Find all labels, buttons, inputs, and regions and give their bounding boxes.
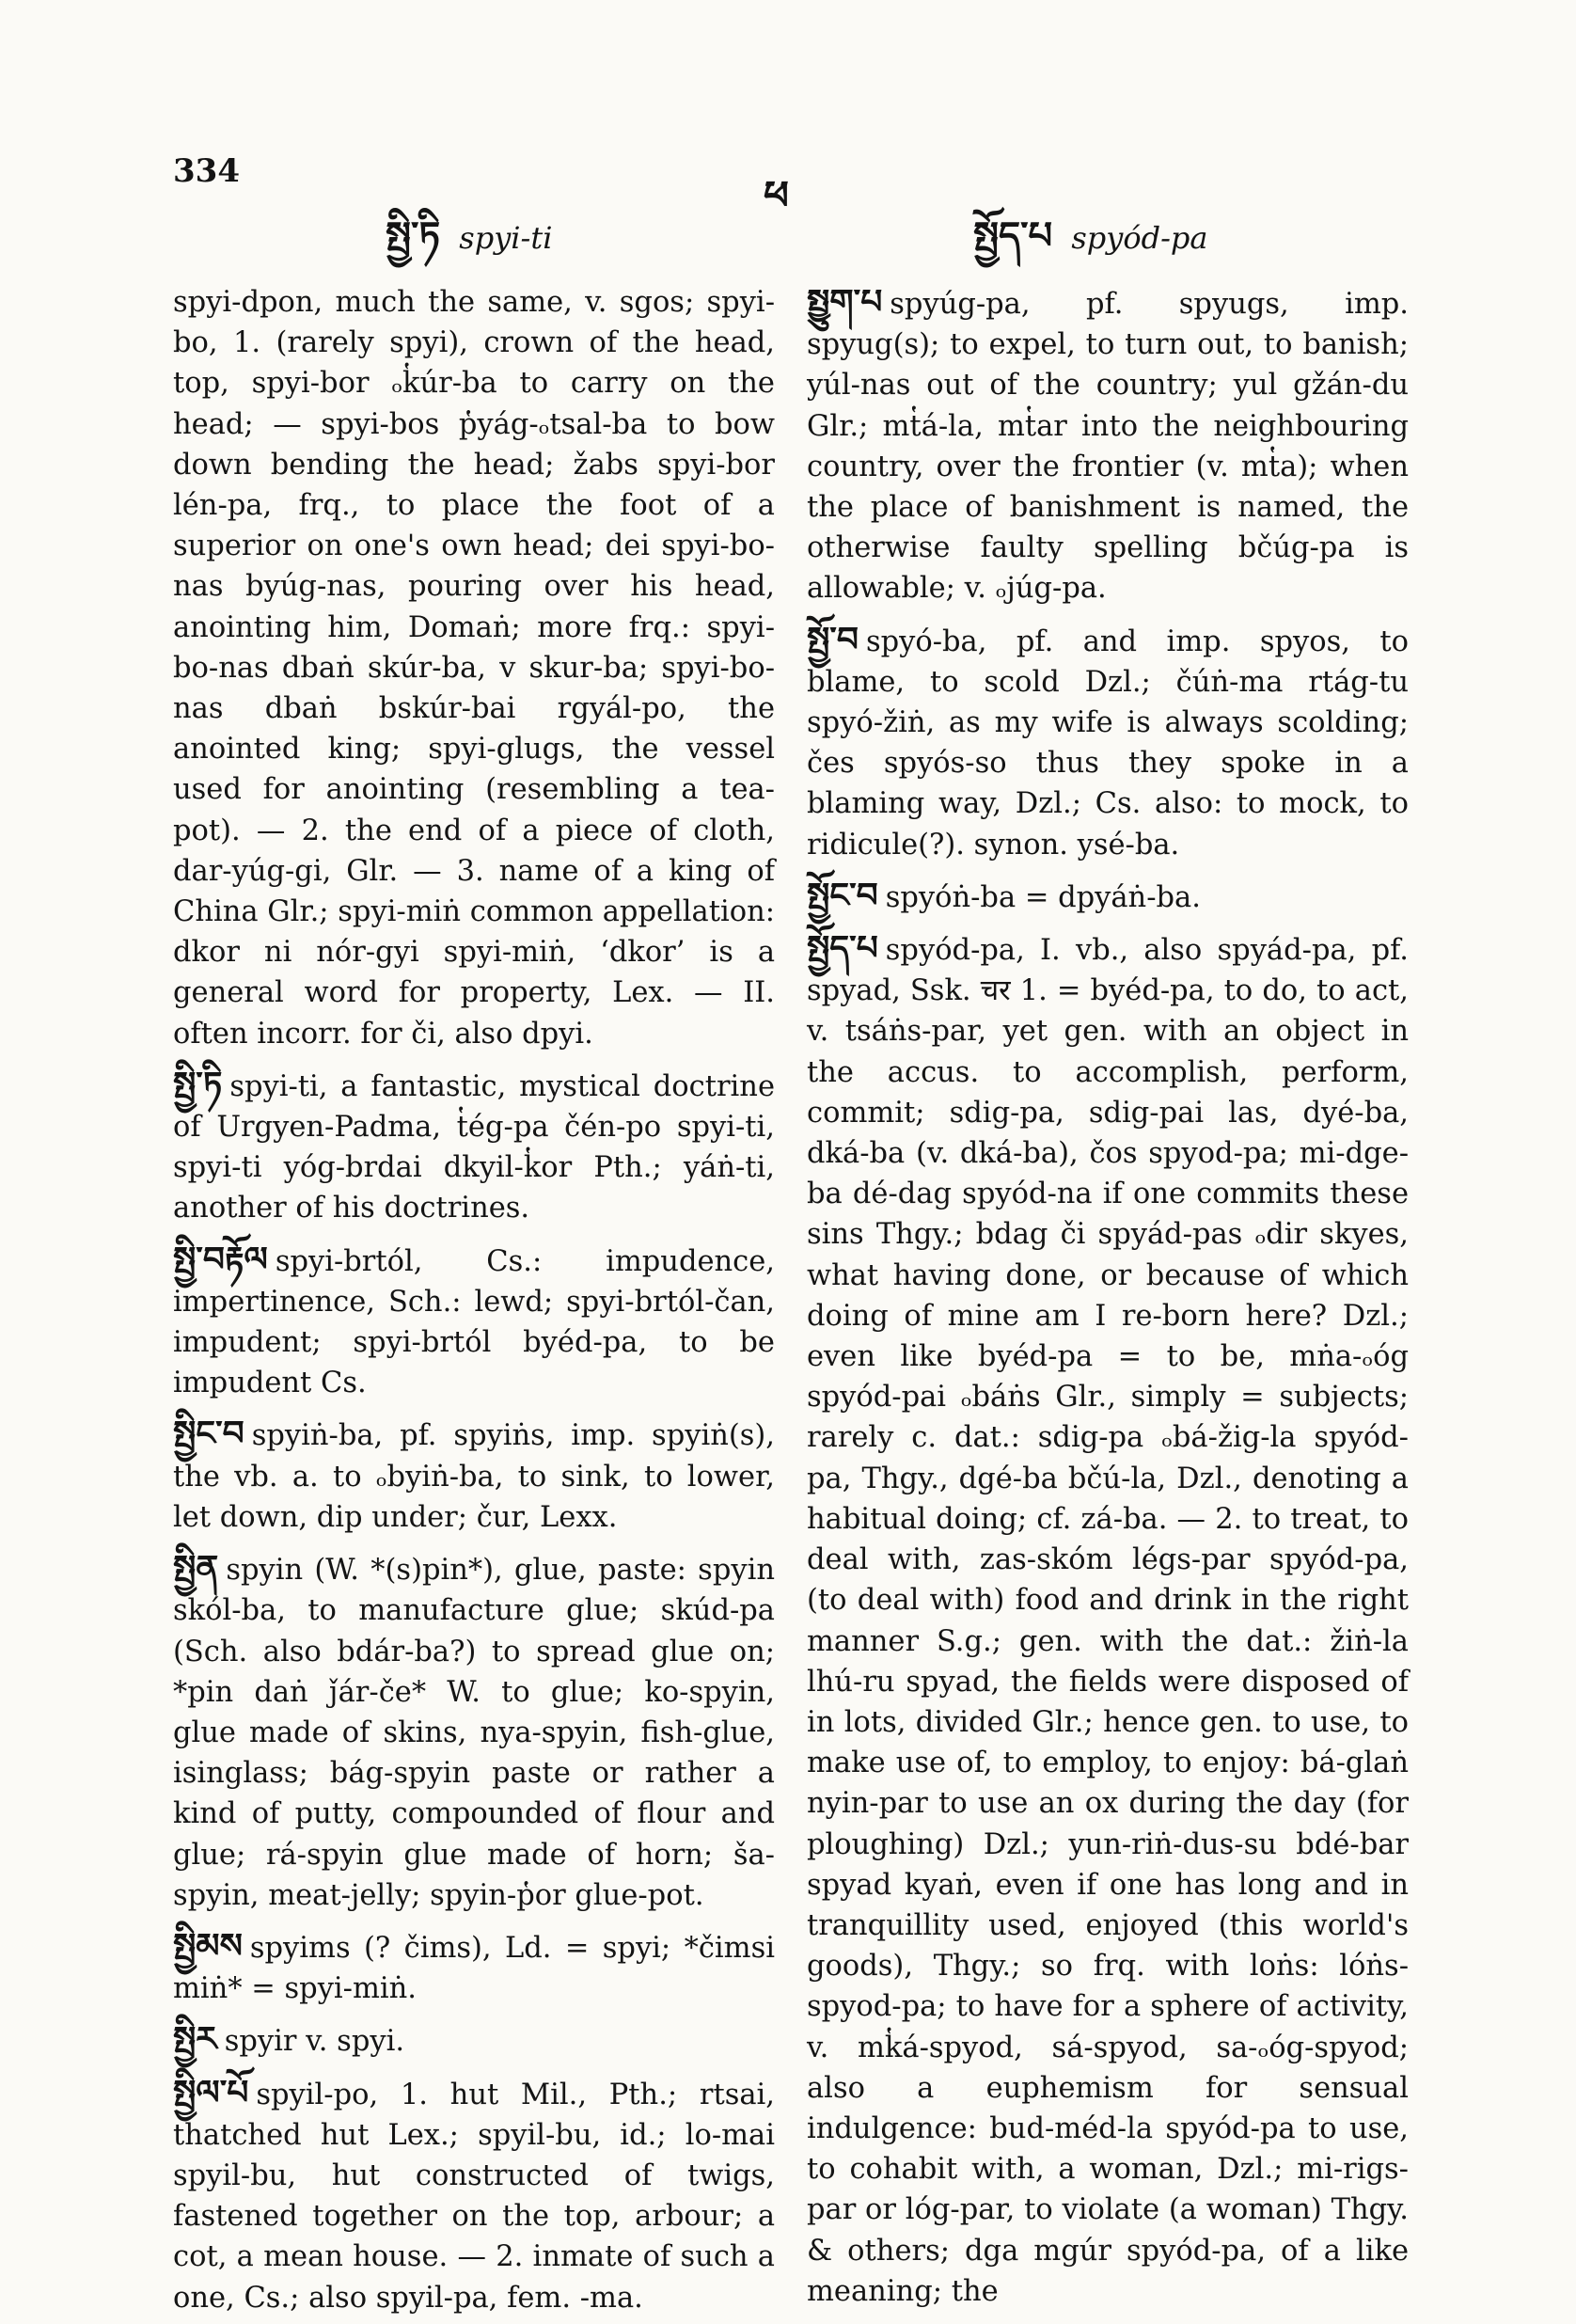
- dictionary-entry: [173, 1414, 775, 1538]
- right-column: [807, 282, 1409, 2308]
- entry-headword-tibetan: སྤྱིར: [173, 2019, 217, 2060]
- running-head-right-tibetan: སྤྱོད་པ: [973, 213, 1053, 258]
- entry-text: spyi-dpon, much the same, v. sgos; spyi-bo, 1. (rarely spyi), crown of the head, top, spyi-bor ₒk̔úr-ba to carry on the head; — spyi-bos p̔yág-ₒtsal-ba to bow down bending the head; žabs spyi-bor lén-pa, frq., to place the foot of a superior on one's own head; dei spyi-bo-nas byúg-nas, pouring over his head, anointing him, Domaṅ; more frq.: spyi-bo-nas dbaṅ skúr-ba, v skur-ba; spyi-bo-nas dbaṅ bskúr-bai rgyál-po, the anointed king; spyi-glugs, the vessel used for anointing (resembling a tea-pot). — 2. the end of a piece of cloth, dar-yúg-gi, Glr. — 3. name of a king of China Glr.; spyi-miṅ common appellation: dkor ni nór-gyi spyi-miṅ, ‘dkor’ is a general word for property, Lex. — II. often incorr. for či, also dpyi.: [173, 286, 776, 1051]
- dictionary-entry: [807, 282, 1409, 609]
- dictionary-entry: [173, 1240, 775, 1404]
- entry-text: spyóṅ-ba = dpyáṅ-ba.: [885, 880, 1201, 914]
- entry-text: spyil-po, 1. hut Mil., Pth.; rtsai, thatched hut Lex.; spyil-bu, id.; lo-mai spyil-bu, hut constructed of twigs, fastened together on the top, arbour; a cot, a mean house. — 2. inmate of such a one, Cs.; also spyil-pa, fem. -ma.: [173, 2078, 775, 2315]
- entry-headword-tibetan: སྤྱོ་བ: [807, 619, 859, 659]
- dictionary-entry: [173, 1926, 775, 2009]
- running-head-left-tibetan: སྤྱི་ཏི: [386, 213, 441, 258]
- entry-headword-tibetan: སྤྱི་བརྟོལ: [173, 1239, 268, 1279]
- entry-text: spyó-ba, pf. and imp. spyos, to blame, to scold Dzl.; čúṅ-ma rtág-tu spyó-žiṅ, as my wife is always scolding; čes spyós-so thus they spoke in a blaming way, Dzl.; Cs. also: to mock, to ridicule(?). synon. ysé-ba.: [807, 624, 1409, 862]
- dictionary-entry: [173, 1548, 775, 1916]
- dictionary-entry: [807, 620, 1409, 865]
- entry-headword-tibetan: སྤྱིང་བ: [173, 1414, 244, 1454]
- entry-text: spyin (W. *(s)pin*), glue, paste: spyin skól-ba, to manufacture glue; skúd-pa (Sch. also bdár-ba?) to spread glue on; *pin daṅ ǰár-če* W. to glue; ko-spyin, glue made of skins, nya-spyin, fish-glue, isinglass; bág-spyin paste or rather a kind of putty, compounded of flour and glue; rá-spyin glue made of horn; ša-spyin, meat-jelly; spyin-p̔or glue-pot.: [173, 1554, 775, 1912]
- entry-headword-tibetan: སྤྱིན: [173, 1548, 219, 1589]
- dictionary-entry: [173, 2073, 775, 2318]
- section-letter: ཕ: [764, 172, 789, 218]
- dictionary-entry: [173, 2019, 775, 2062]
- entry-headword-tibetan: སྤྱིམས: [173, 1925, 243, 1966]
- entry-headword-tibetan: སྤྱོད་པ: [807, 928, 878, 969]
- entry-headword-tibetan: སྤྱོང་བ: [807, 875, 878, 915]
- dictionary-entry: [173, 282, 775, 1054]
- entry-headword-tibetan: སྤྱི་ཏི: [173, 1064, 223, 1104]
- left-column: [173, 282, 776, 2315]
- entry-headword-tibetan: སྤྱིལ་པོ: [173, 2072, 249, 2112]
- running-head-right-latin: spyód-pa: [1071, 220, 1208, 256]
- entry-text: spyi-brtól, Cs.: impudence, impertinence, Sch.: lewd; spyi-brtól-čan, impudent; spyi-brtól byéd-pa, to be impudent Cs.: [173, 1244, 775, 1400]
- entry-headword-tibetan: སྤྱུག་པ: [807, 282, 883, 322]
- dictionary-entry: [173, 1065, 775, 1229]
- entry-text: spyód-pa, I. vb., also spyád-pa, pf. spyad, Ssk. चर 1. = byéd-pa, to do, to act, v. tsáṅs-par, yet gen. with an object in the accus. to accomplish, perform, commit; sdig-pa, sdig-pai las, dyé-ba, dká-ba (v. dká-ba), čos spyod-pa; mi-dge-ba dé-dag spyód-na if one commits these sins Thgy.; bdag či spyád-pas ₒdir skyes, what having done, or because of which doing of mine am I re-born here? Dzl.; even like byéd-pa = to be, mṅa-ₒóg spyód-pai ₒbáṅs Glr., simply = subjects; rarely c. dat.: sdig-pa ₒbá-žig-la spyód-pa, Thgy., dgé-ba bčú-la, Dzl., denoting a habitual doing; cf. zá-ba. — 2. to treat, to deal with, zas-skóm légs-par spyód-pa, (to deal with) food and drink in the right manner S.g.; gen. with the dat.: žiṅ-la lhú-ru spyad, the fields were disposed of in lots, divided Glr.; hence gen. to use, to make use of, to employ, to enjoy: bá-glaṅ nyin-par to use an ox during the day (for ploughing) Dzl.; yun-riṅ-dus-su bdé-bar spyad kyaṅ, even if one has long and in tranquillity used, enjoyed (this world's goods), Thgy.; so frq. with loṅs: lóṅs-spyod-pa; to have for a sphere of activity, v. mk̔á-spyod, sá-spyod, sa-ₒóg-spyod; also a euphemism for sensual indulgence: bud-méd-la spyód-pa to use, to cohabit with, a woman, Dzl.; mi-rigs-par or lóg-par, to violate (a woman) Thgy. & others; dga mgúr spyód-pa, of a like meaning; the: [807, 934, 1409, 2308]
- entry-text: spyims (? čims), Ld. = spyi; *čimsi miṅ* = spyi-miṅ.: [173, 1931, 775, 2006]
- dictionary-entry: [807, 876, 1409, 918]
- entry-text: spyiṅ-ba, pf. spyiṅs, imp. spyiṅ(s), the vb. a. to ₒbyiṅ-ba, to sink, to lower, let down, dip under; čur, Lexx.: [173, 1419, 775, 1534]
- entry-text: spyi-ti, a fantastic, mystical doctrine of Urgyen-Padma, t̔ég-pa čén-po spyi-ti, spyi-ti yóg-brdai dkyil-k̔or Pth.; yáṅ-ti, another of his doctrines.: [173, 1069, 775, 1225]
- entry-text: spyúg-pa, pf. spyugs, imp. spyug(s); to expel, to turn out, to banish; yúl-nas out of the country; yul gžán-du Glr.; mt̔á-la, mt̔ar into the neighbouring country, over the frontier (v. mt̔a); when the place of banishment is named, the otherwise faulty spelling bčúg-pa is allowable; v. ₒjúg-pa.: [807, 288, 1409, 606]
- dictionary-entry: [807, 928, 1409, 2312]
- entry-text: spyir v. spyi.: [224, 2025, 405, 2059]
- page-number: 334: [173, 152, 240, 190]
- running-head-left-latin: spyi-ti: [459, 220, 553, 256]
